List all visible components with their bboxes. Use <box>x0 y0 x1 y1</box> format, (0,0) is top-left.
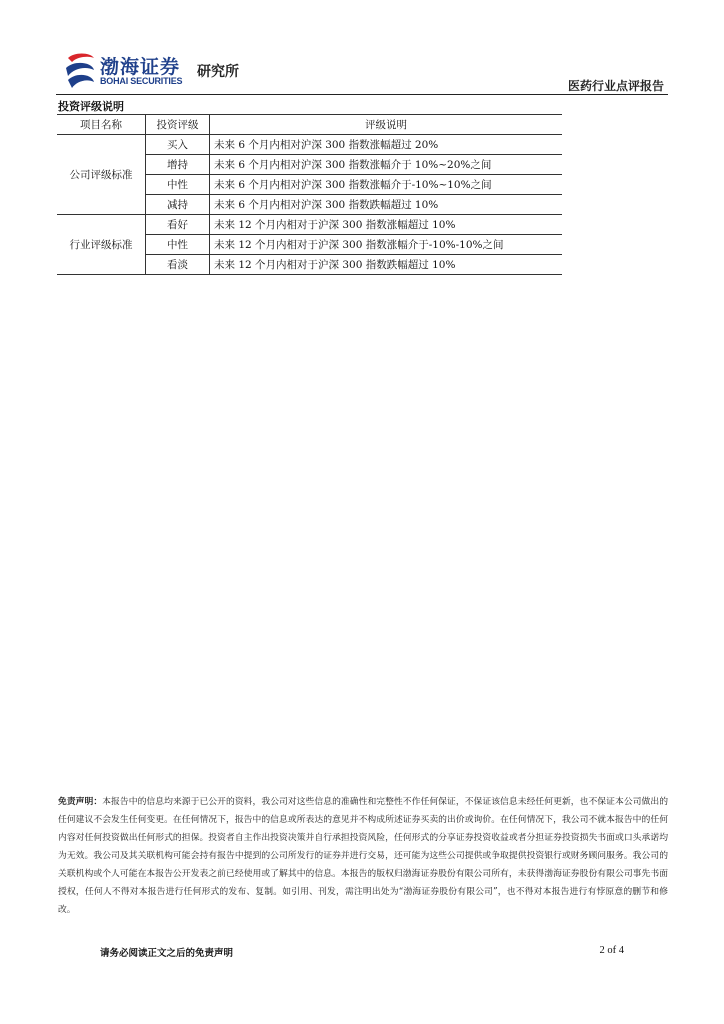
header-rating: 投资评级 <box>146 115 210 135</box>
description-cell: 未来 6 个月内相对沪深 300 指数涨幅超过 20% <box>210 135 563 155</box>
institute-name: 研究所 <box>197 64 239 80</box>
disclaimer <box>58 793 668 919</box>
header-item-name: 项目名称 <box>57 115 146 135</box>
disclaimer-label: 免责声明： <box>58 797 103 807</box>
rating-cell: 看好 <box>146 215 210 235</box>
rating-cell: 中性 <box>146 235 210 255</box>
logo-chinese-name: 渤海证券 <box>100 56 181 78</box>
disclaimer-text: 本报告中的信息均来源于已公开的资料，我公司对这些信息的准确性和完整性不作任何保证，不保证该信息未经任何更新，也不保证本公司做出的任何建议不会发生任何变更。在任何情况下，报告中的信息或所表达的意见并不构成所述证券买卖的出价或询价。在任何情况下，我公司不就本报告中的任何内容对任何投资做出任何形式的担保。投资者自主作出投资决策并自行承担投资风险，任何形式的分享证券投资收益或者分担证券投资损失书面或口头承诺均为无效。我公司及其关联机构可能会持有报告中提到的公司所发行的证券并进行交易，还可能为这些公司提供或争取提供投资银行或财务顾问服务。我公司的关联机构或个人可能在本报告公开发表之前已经使用或了解其中的信息。本报告的版权归渤海证券股份有限公司所有，未获得渤海证券股份有限公司事先书面授权，任何人不得对本报告进行任何形式的发布、复制。如引用、刊发，需注明出处为“渤海证券股份有限公司”，也不得对本报告进行有悖原意的删节和修改。 <box>58 797 668 915</box>
section-title: 投资评级说明 <box>58 100 124 113</box>
description-cell: 未来 12 个月内相对于沪深 300 指数跌幅超过 10% <box>210 255 563 275</box>
description-cell: 未来 6 个月内相对沪深 300 指数涨幅介于 10%~20%之间 <box>210 155 563 175</box>
group-industry: 行业评级标准 <box>57 215 146 275</box>
bohai-logo-mark-icon <box>64 52 98 90</box>
rating-cell: 增持 <box>146 155 210 175</box>
page-number: 2 of 4 <box>599 945 624 956</box>
table-row <box>57 215 562 235</box>
description-cell: 未来 6 个月内相对沪深 300 指数涨幅介于-10%~10%之间 <box>210 175 563 195</box>
header-description: 评级说明 <box>210 115 563 135</box>
rating-table <box>57 114 562 275</box>
rating-cell: 买入 <box>146 135 210 155</box>
report-type: 医药行业点评报告 <box>567 79 664 93</box>
rating-cell: 减持 <box>146 195 210 215</box>
description-cell: 未来 12 个月内相对于沪深 300 指数涨幅超过 10% <box>210 215 563 235</box>
footer-note: 请务必阅读正文之后的免责声明 <box>100 948 234 959</box>
description-cell: 未来 12 个月内相对于沪深 300 指数涨幅介于-10%-10%之间 <box>210 235 563 255</box>
group-company: 公司评级标准 <box>57 135 146 215</box>
bohai-securities-logo <box>64 52 264 94</box>
rating-cell: 看淡 <box>146 255 210 275</box>
table-row <box>57 135 562 155</box>
description-cell: 未来 6 个月内相对沪深 300 指数跌幅超过 10% <box>210 195 563 215</box>
table-header-row <box>57 115 562 135</box>
rating-cell: 中性 <box>146 175 210 195</box>
header-divider <box>56 94 668 95</box>
logo-english-name: BOHAI SECURITIES <box>100 76 183 86</box>
